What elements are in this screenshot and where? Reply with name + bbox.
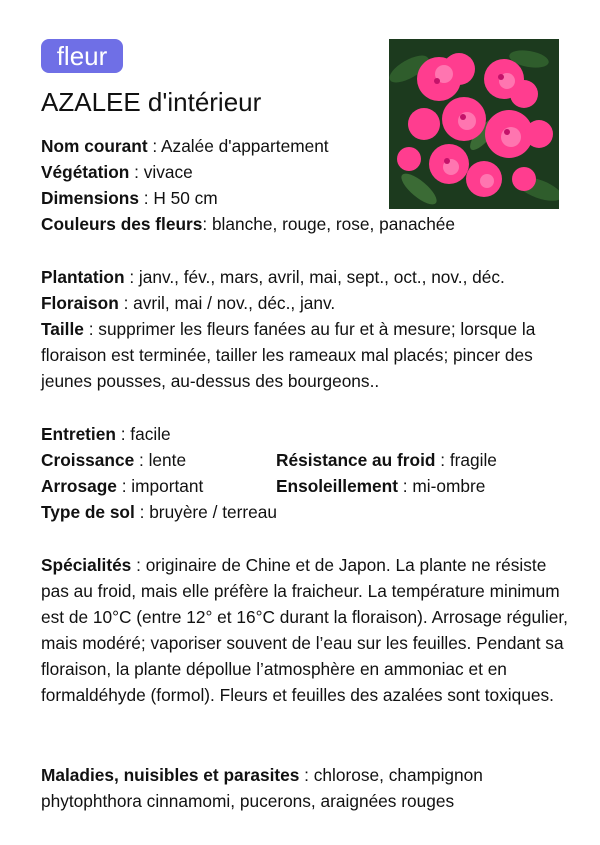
field-resistance [276, 447, 497, 473]
field-specialites [41, 552, 576, 708]
label-plantation: Plantation [41, 267, 125, 287]
field-nom-courant [41, 133, 329, 159]
value-croissance: : lente [134, 450, 187, 470]
value-couleurs: : blanche, rouge, rose, panachée [202, 214, 456, 234]
value-entretien: : facile [115, 424, 171, 444]
category-badge: fleur [41, 39, 123, 73]
label-taille: Taille [41, 319, 84, 339]
value-vegetation: : vivace [129, 162, 193, 182]
field-taille [41, 316, 576, 394]
field-vegetation [41, 159, 193, 185]
value-maladies: : chlorose, champignon phytophthora cinnamomi, pucerons, araignées rouges [41, 765, 483, 811]
value-ensoleillement: : mi-ombre [397, 476, 486, 496]
label-nom-courant: Nom courant [41, 136, 148, 156]
label-entretien: Entretien [41, 424, 116, 444]
field-entretien [41, 421, 171, 447]
field-plantation [41, 264, 505, 290]
value-nom-courant: : Azalée d'appartement [147, 136, 329, 156]
label-type-sol: Type de sol [41, 502, 135, 522]
label-floraison: Floraison [41, 293, 119, 313]
azalea-photo [389, 39, 559, 209]
value-type-sol: : bruyère / terreau [134, 502, 277, 522]
field-floraison [41, 290, 335, 316]
value-resistance: : fragile [435, 450, 497, 470]
field-maladies [41, 762, 576, 814]
label-dimensions: Dimensions [41, 188, 139, 208]
value-arrosage: : important [116, 476, 204, 496]
value-floraison: : avril, mai / nov., déc., janv. [118, 293, 336, 313]
value-taille: : supprimer les fleurs fanées au fur et à mesure; lorsque la floraison est terminée, tailler les rameaux mal placés; pincer des jeunes pousses, au-dessus des bourgeons.. [41, 319, 536, 391]
field-ensoleillement [276, 473, 485, 499]
page-title: AZALEE d'intérieur [41, 87, 262, 117]
label-ensoleillement: Ensoleillement [276, 476, 398, 496]
field-couleurs [41, 211, 455, 237]
label-maladies: Maladies, nuisibles et parasites [41, 765, 300, 785]
field-type-sol [41, 499, 277, 525]
field-dimensions [41, 185, 218, 211]
label-resistance: Résistance au froid [276, 450, 436, 470]
label-vegetation: Végétation [41, 162, 130, 182]
field-arrosage [41, 473, 203, 499]
value-dimensions: : H 50 cm [138, 188, 218, 208]
label-arrosage: Arrosage [41, 476, 117, 496]
label-croissance: Croissance [41, 450, 135, 470]
label-specialites: Spécialités [41, 555, 132, 575]
value-specialites: : originaire de Chine et de Japon. La plante ne résiste pas au froid, mais elle préfère la fraicheur. La température minimum est de 10°C (entre 12° et 16°C durant la floraison). Arrosage régulier, mais modéré; vaporiser souvent de l’eau sur les feuilles. Pendant sa floraison, la plante dépollue l’atmosphère en ammoniac et en formaldéhyde (formol). Fleurs et feuilles des azalées sont toxiques. [41, 555, 568, 705]
value-plantation: : janv., fév., mars, avril, mai, sept., oct., nov., déc. [124, 267, 505, 287]
field-croissance [41, 447, 186, 473]
label-couleurs: Couleurs des fleurs [41, 214, 203, 234]
